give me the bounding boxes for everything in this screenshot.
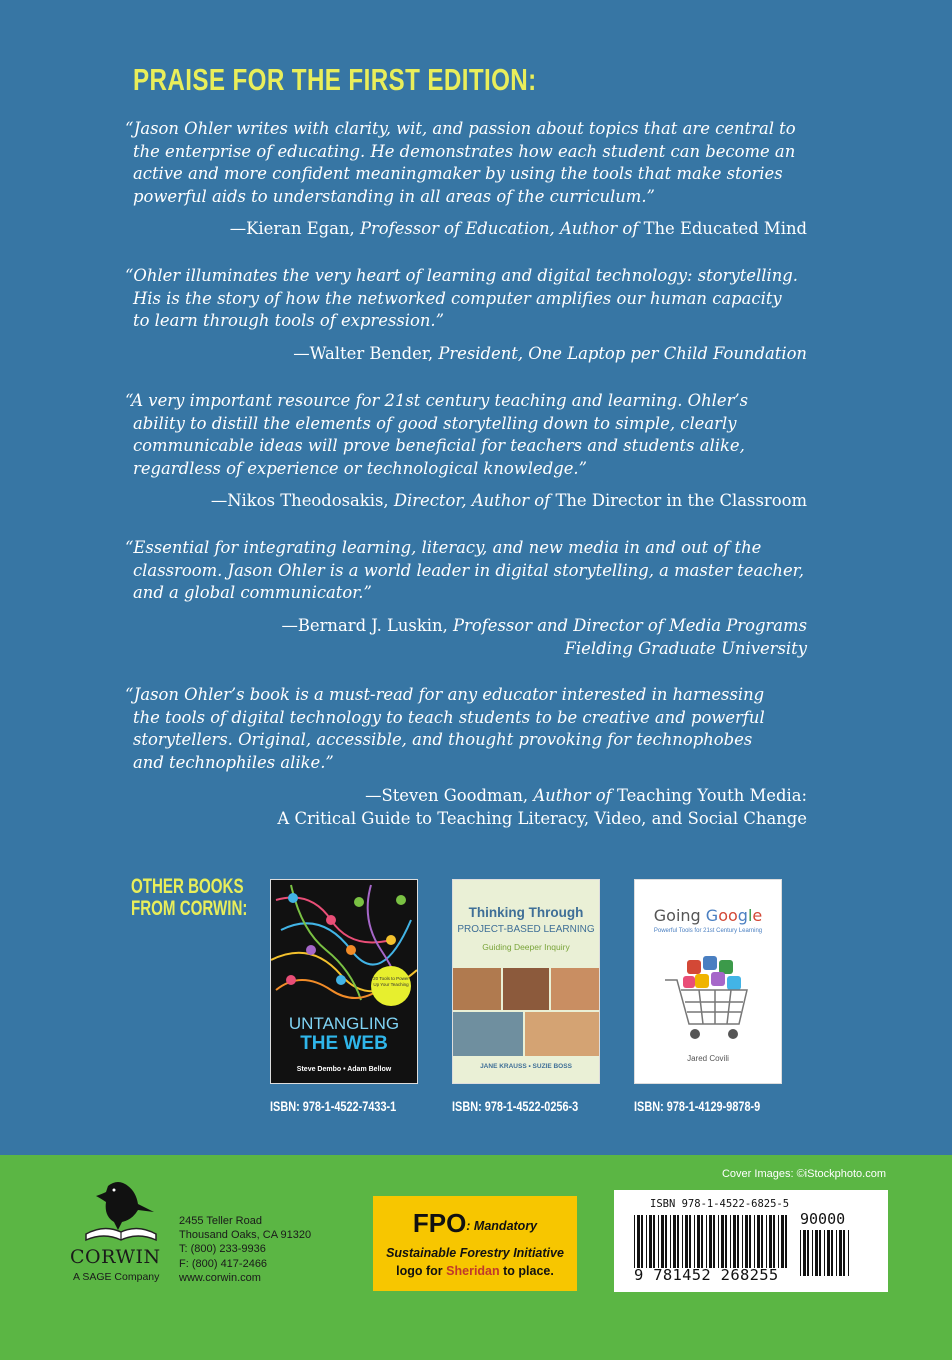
attribution-role: Author of (533, 786, 617, 805)
classroom-photos (453, 968, 599, 1056)
attribution-role: Professor of Education, Author of (359, 219, 644, 238)
book-authors: Steve Dembo • Adam Bellow (296, 1066, 392, 1073)
fpo-initiative: Sustainable Forestry Initiative (386, 1246, 564, 1260)
attribution-role: Director, Author of (393, 491, 556, 510)
fpo-brand: Sheridan (446, 1264, 500, 1278)
other-books-heading (131, 876, 247, 920)
phone-line: T: (800) 233-9936 (179, 1243, 266, 1256)
attribution-work-subtitle: A Critical Guide to Teaching Literacy, Video, and Social Change (277, 809, 807, 828)
book-authors: Jared Covili (687, 1054, 729, 1063)
quote-line: the tools of digital technology to teach students to be creative and powerful (133, 707, 765, 727)
quote-line: “Jason Ohler writes with clarity, wit, and passion about topics that are central to (125, 119, 796, 138)
quote-line: His is the story of how the networked computer amplifies our human capacity (133, 288, 782, 308)
quote-1 (125, 118, 825, 209)
quote-4-attribution (281, 614, 807, 660)
book-cover-going-google[interactable] (634, 879, 782, 1084)
book-title-line: UNTANGLING (288, 1014, 400, 1033)
barcode-bars (634, 1215, 792, 1268)
quote-3 (125, 390, 825, 481)
attribution-work: The Director in the Classroom (555, 491, 807, 510)
book-title-line: PROJECT-BASED LEARNING (457, 924, 595, 935)
quote-line: regardless of experience or technological knowledge.” (133, 459, 588, 479)
quote-line: communicable ideas will prove beneficial for teachers and students alike, (133, 436, 745, 456)
address-line: 2455 Teller Road (179, 1215, 262, 1227)
praise-heading: PRAISE FOR THE FIRST EDITION: (133, 62, 537, 97)
quote-line: ability to distill the elements of good storytelling down to simple, clearly (133, 413, 737, 433)
attribution-role: President, One Laptop per Child Foundation (438, 344, 807, 363)
quote-line: active and more confident meaningmaker by using the tools that make stories (133, 164, 783, 184)
cover-image-credit: Cover Images: ©iStockphoto.com (721, 1168, 886, 1180)
attribution-role: Professor and Director of Media Programs (453, 616, 807, 635)
attribution-name: —Walter Bender, (293, 344, 439, 363)
quote-line: the enterprise of educating. He demonstrates how each student can become an (133, 141, 796, 161)
other-books-heading-line: FROM CORWIN: (131, 897, 248, 920)
quote-line: “A very important resource for 21st century teaching and learning. Ohler’s (125, 391, 749, 410)
quote-2-attribution (293, 342, 807, 365)
other-books-heading-line: OTHER BOOKS (131, 875, 244, 898)
book-title-line: THE WEB (300, 1033, 388, 1054)
fpo-instruction-text: logo for (396, 1264, 447, 1278)
quote-3-attribution (211, 489, 807, 512)
barcode-number: 9 781452 268255 (634, 1266, 779, 1284)
publisher-address (179, 1214, 311, 1285)
attribution-work: The Educated Mind (643, 219, 807, 238)
publisher-name: CORWIN (70, 1246, 161, 1268)
quote-line: to learn through tools of expression.” (133, 311, 445, 331)
address-line: Thousand Oaks, CA 91320 (179, 1229, 312, 1242)
book-isbn: ISBN: 978-1-4129-9878-9 (634, 1098, 761, 1114)
quote-1-attribution (230, 217, 807, 240)
book-cover-untangling-the-web[interactable] (270, 879, 418, 1084)
book-isbn: ISBN: 978-1-4522-7433-1 (270, 1098, 397, 1114)
quote-line: “Jason Ohler’s book is a must-read for any educator interested in harnessing (125, 685, 765, 704)
fpo-mandatory: : Mandatory (466, 1219, 538, 1233)
barcode-price-code: 90000 (800, 1210, 846, 1228)
attribution-name: —Kieran Egan, (229, 219, 360, 238)
fpo-instruction-text: to place. (499, 1264, 554, 1278)
attribution-affiliation: Fielding Graduate University (564, 639, 807, 658)
book-isbn: ISBN: 978-1-4522-0256-3 (452, 1098, 579, 1114)
quote-5 (125, 684, 825, 775)
book-cover-thinking-through-pbl[interactable] (452, 879, 600, 1084)
quote-2 (125, 265, 825, 333)
book-subtitle: Powerful Tools for 21st Century Learning (653, 928, 763, 934)
book-title: Going Google (653, 906, 763, 925)
fpo-label: FPO (412, 1208, 467, 1238)
quote-5-attribution (277, 784, 807, 830)
quote-line: storytellers. Original, accessible, and thought provoking for technophobes (133, 730, 753, 750)
isbn-barcode (614, 1190, 888, 1292)
shopping-cart-icon (635, 942, 781, 1052)
quote-line: and a global communicator.” (133, 583, 372, 603)
quote-line: classroom. Jason Ohler is a world leader in digital storytelling, a master teacher, (133, 560, 804, 580)
quote-line: “Essential for integrating learning, literacy, and new media in and out of the (125, 538, 762, 557)
quote-line: and technophiles alike.” (133, 753, 334, 773)
attribution-name: —Nikos Theodosakis, (210, 491, 394, 510)
quote-line: “Ohler illuminates the very heart of learning and digital technology: storytelling. (125, 266, 798, 285)
book-badge: 20 Tools to Power Up Your Teaching (371, 966, 411, 1006)
barcode-isbn-text: ISBN 978-1-4522-6825-5 (650, 1198, 790, 1210)
corwin-raven-logo (78, 1176, 164, 1248)
attribution-work: Teaching Youth Media: (616, 786, 807, 805)
book-title-line: Thinking Through (468, 905, 584, 920)
attribution-name: —Steven Goodman, (365, 786, 534, 805)
attribution-name: —Bernard J. Luskin, (281, 616, 453, 635)
barcode-price-bars (800, 1230, 856, 1276)
publisher-tagline: A SAGE Company (73, 1271, 160, 1283)
fpo-instruction (373, 1264, 577, 1278)
fax-line: F: (800) 417-2466 (179, 1257, 268, 1270)
book-authors: JANE KRAUSS • SUZIE BOSS (480, 1063, 572, 1070)
book-subtitle: Guiding Deeper Inquiry (482, 942, 570, 952)
quote-line: powerful aids to understanding in all areas of the curriculum.” (133, 187, 655, 207)
fpo-placeholder-box (373, 1196, 577, 1291)
quote-4 (125, 537, 825, 605)
website-link[interactable]: www.corwin.com (179, 1271, 261, 1284)
